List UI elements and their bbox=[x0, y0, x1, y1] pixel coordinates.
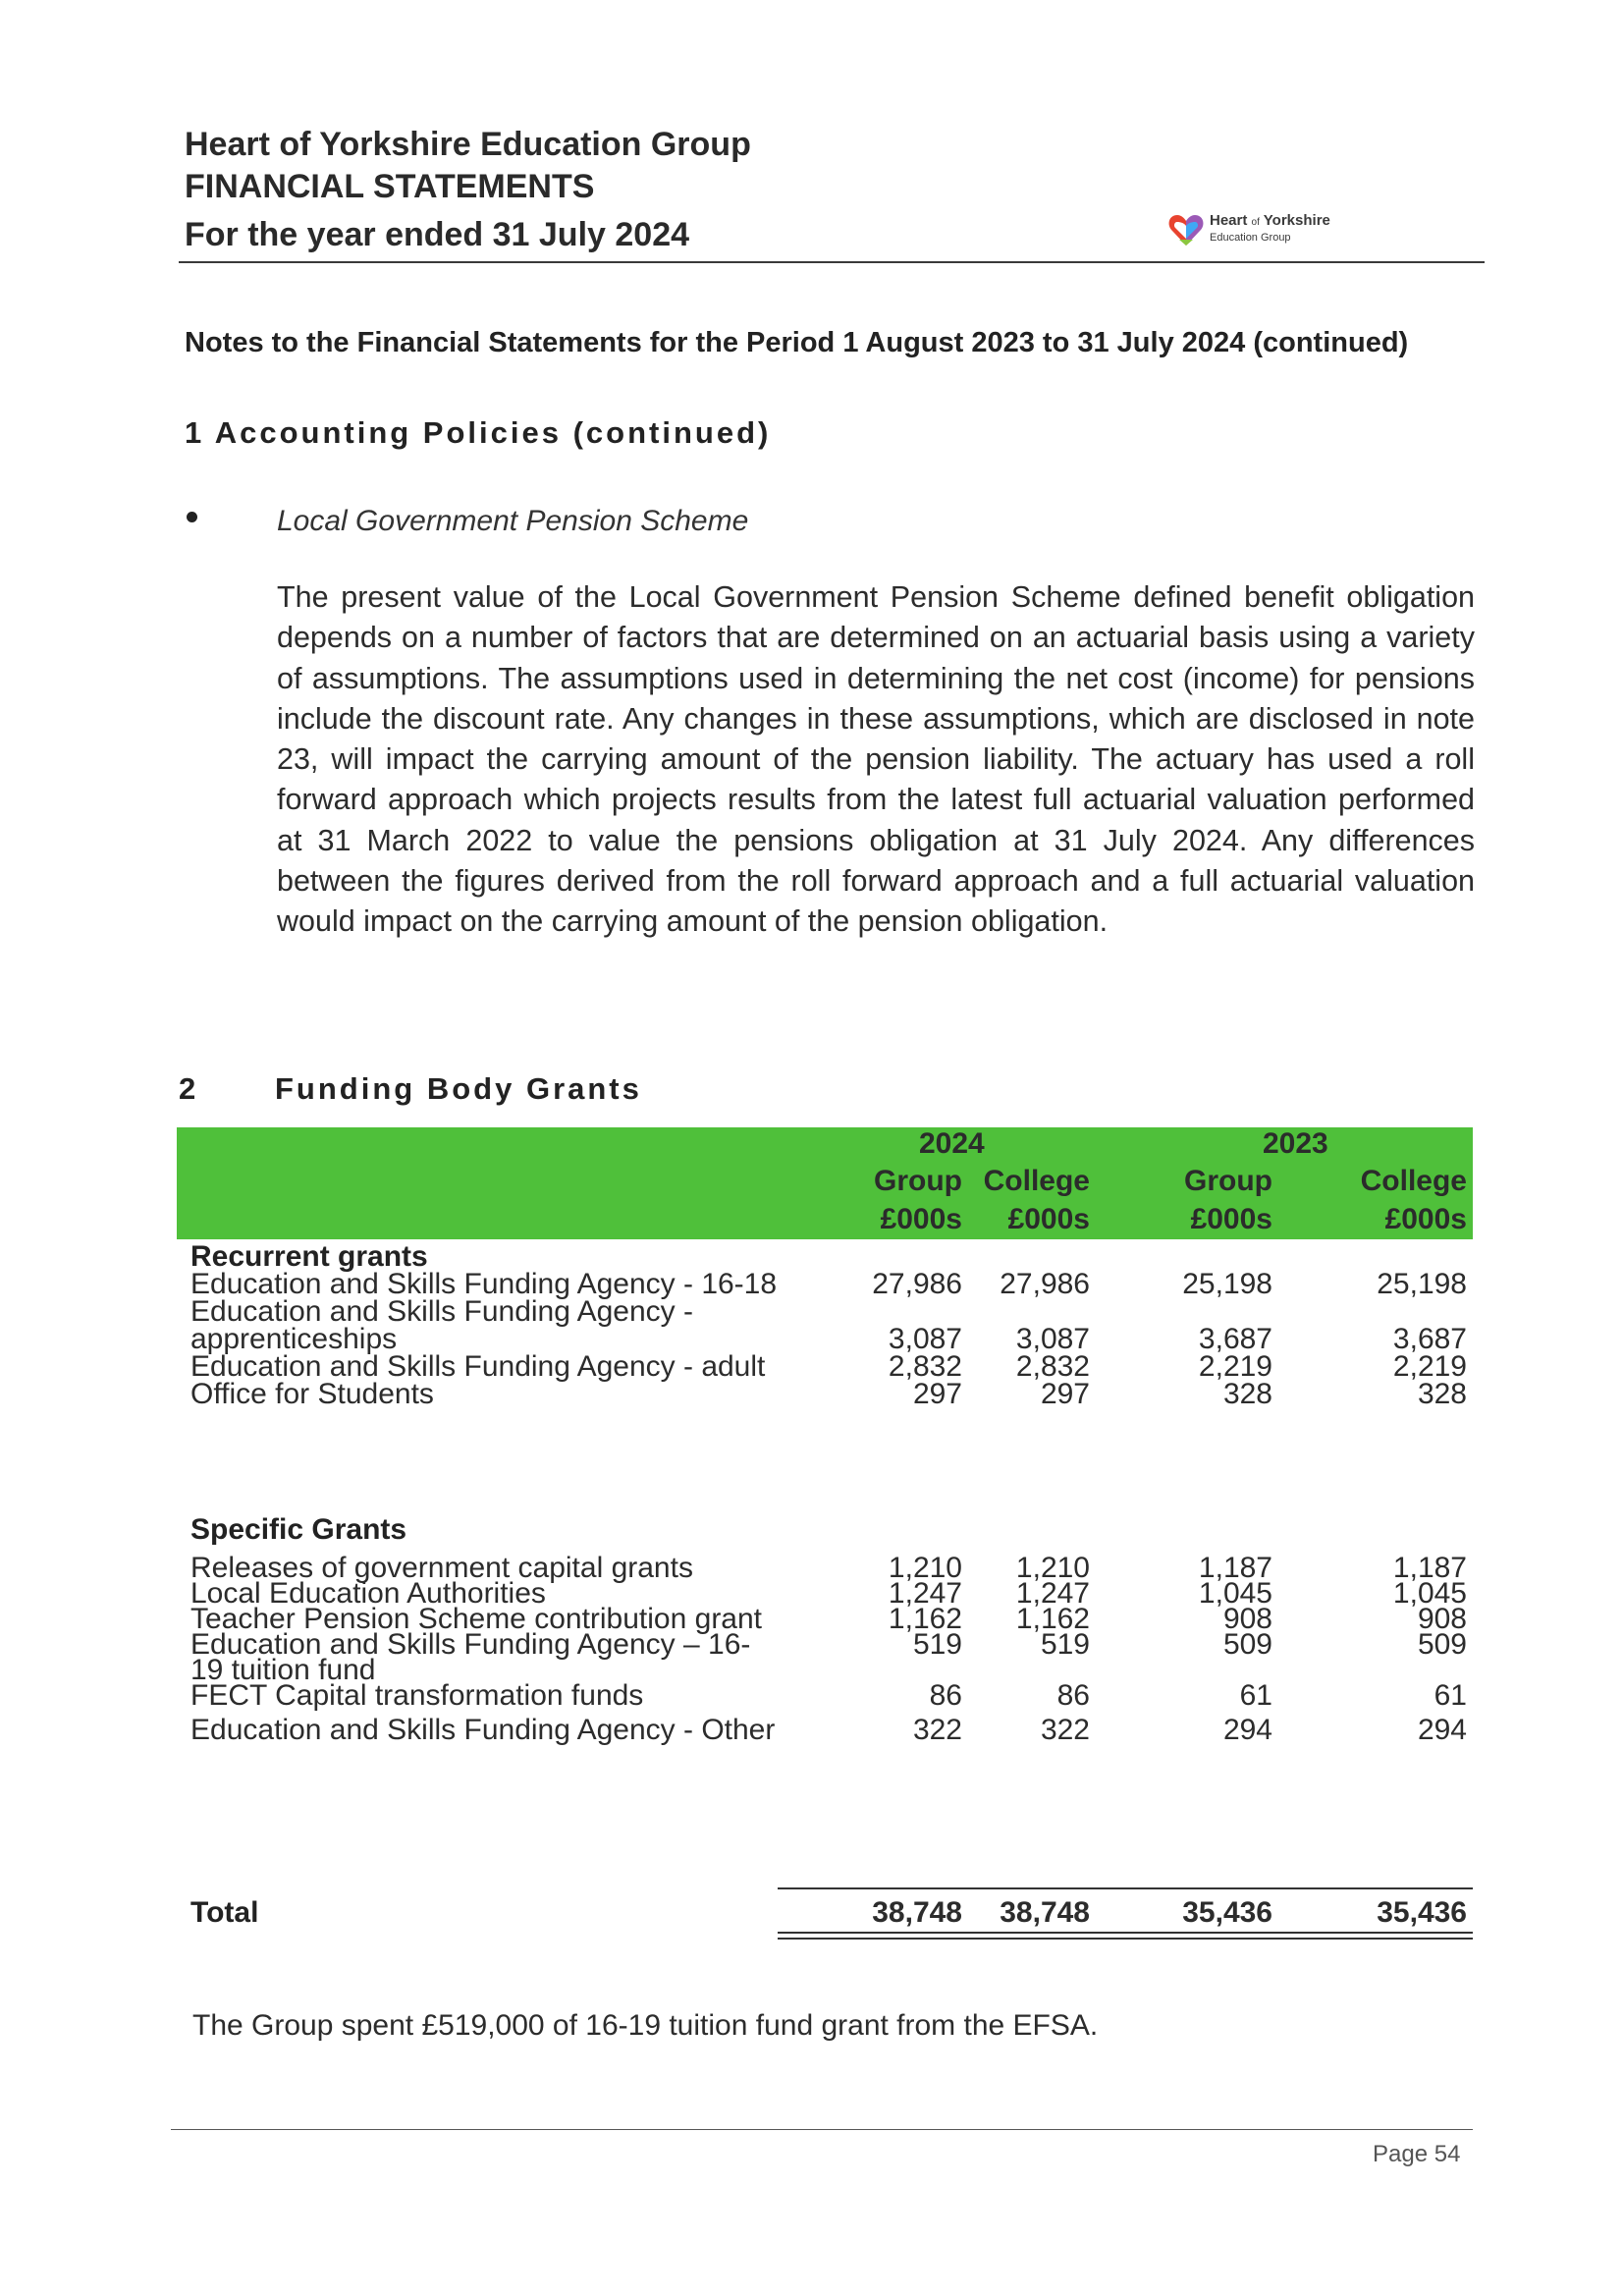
header-doc-title: FINANCIAL STATEMENTS bbox=[185, 168, 595, 205]
cell-group-2024: 519 bbox=[912, 1628, 962, 1661]
cell-college-2023: 2,219 bbox=[1392, 1350, 1467, 1383]
row-label-continued: 19 tuition fund bbox=[190, 1654, 376, 1686]
row-label: Education and Skills Funding Agency - adult bbox=[190, 1350, 766, 1383]
cell-college-2024: 27,986 bbox=[1000, 1268, 1090, 1300]
cell-group-2023: 3,687 bbox=[1198, 1323, 1272, 1355]
row-label: Education and Skills Funding Agency - 16-18 bbox=[190, 1268, 778, 1300]
total-group-2023: 35,436 bbox=[1182, 1896, 1272, 1929]
col-unit-college-2024: £000s bbox=[1007, 1203, 1090, 1235]
cell-group-2024: 297 bbox=[912, 1378, 962, 1410]
cell-group-2024: 1,210 bbox=[888, 1552, 962, 1584]
col-unit-group-2023: £000s bbox=[1190, 1203, 1272, 1235]
cell-college-2023: 328 bbox=[1417, 1378, 1467, 1410]
col-header-group-2023: Group bbox=[1184, 1165, 1272, 1197]
cell-group-2023: 328 bbox=[1222, 1378, 1272, 1410]
cell-group-2023: 1,045 bbox=[1198, 1577, 1272, 1610]
recurrent-grants-heading: Recurrent grants bbox=[190, 1240, 428, 1273]
cell-college-2024: 1,210 bbox=[1015, 1552, 1090, 1584]
logo-name: Heart of Yorkshire bbox=[1210, 212, 1330, 229]
cell-group-2023: 25,198 bbox=[1182, 1268, 1272, 1300]
total-bottom-rule-2 bbox=[778, 1938, 1473, 1940]
cell-group-2024: 1,247 bbox=[888, 1577, 962, 1610]
section-1-title: 1 Accounting Policies (continued) bbox=[185, 415, 772, 450]
row-label: Releases of government capital grants bbox=[190, 1552, 693, 1584]
section-2-number: 2 bbox=[179, 1071, 196, 1106]
logo-subtitle: Education Group bbox=[1210, 232, 1291, 244]
bullet-icon bbox=[187, 512, 197, 522]
cell-college-2024: 1,162 bbox=[1015, 1603, 1090, 1635]
cell-college-2023: 25,198 bbox=[1377, 1268, 1467, 1300]
total-top-rule bbox=[778, 1887, 1473, 1889]
cell-college-2024: 1,247 bbox=[1015, 1577, 1090, 1610]
row-label: Teacher Pension Scheme contribution grant bbox=[190, 1603, 763, 1635]
row-label: FECT Capital transformation funds bbox=[190, 1679, 644, 1712]
cell-college-2023: 908 bbox=[1417, 1603, 1467, 1635]
cell-college-2023: 3,687 bbox=[1392, 1323, 1467, 1355]
year-2024-header: 2024 bbox=[919, 1127, 985, 1160]
cell-group-2024: 3,087 bbox=[888, 1323, 962, 1355]
cell-college-2024: 297 bbox=[1040, 1378, 1090, 1410]
heart-logo-icon bbox=[1166, 210, 1206, 249]
row-label: Education and Skills Funding Agency - Other bbox=[190, 1714, 776, 1746]
header-rule bbox=[179, 261, 1485, 263]
notes-title: Notes to the Financial Statements for the Period 1 August 2023 to 31 July 2024 (continued) bbox=[185, 327, 1409, 358]
col-unit-college-2023: £000s bbox=[1384, 1203, 1467, 1235]
cell-college-2024: 2,832 bbox=[1015, 1350, 1090, 1383]
cell-group-2024: 1,162 bbox=[888, 1603, 962, 1635]
cell-group-2023: 294 bbox=[1222, 1714, 1272, 1746]
col-header-group-2024: Group bbox=[874, 1165, 962, 1197]
cell-college-2023: 509 bbox=[1417, 1628, 1467, 1661]
cell-group-2023: 908 bbox=[1222, 1603, 1272, 1635]
total-bottom-rule-1 bbox=[778, 1932, 1473, 1934]
cell-group-2023: 2,219 bbox=[1198, 1350, 1272, 1383]
row-label-continued: apprenticeships bbox=[190, 1323, 398, 1355]
total-group-2024: 38,748 bbox=[872, 1896, 962, 1929]
footer-rule bbox=[171, 2129, 1473, 2130]
cell-group-2024: 2,832 bbox=[888, 1350, 962, 1383]
header-period: For the year ended 31 July 2024 bbox=[185, 216, 690, 253]
total-label: Total bbox=[190, 1896, 259, 1929]
pension-paragraph: The present value of the Local Government Pension Scheme defined benefit obligation depends on a number of factors that are determined on an actuarial basis using a variety of assumptions. The assumptions used in determining the net cost (income) for pensions include the discount rate. Any changes in these assumptions, which are disclosed in note 23, will impact the carrying amount of the pension liability. The actuary has used a roll forward approach which projects results from the latest full actuarial valuation performed at 31 March 2022 to value the pensions obligation at 31 July 2024. Any differences between the figures derived from the roll forward approach and a full actuarial valuation would impact on the carrying amount of the pension obligation. bbox=[277, 580, 1475, 939]
org-logo bbox=[1166, 210, 1382, 253]
col-header-college-2023: College bbox=[1360, 1165, 1467, 1197]
page-number: Page 54 bbox=[1373, 2141, 1461, 2167]
header-org: Heart of Yorkshire Education Group bbox=[185, 126, 751, 163]
cell-group-2023: 1,187 bbox=[1198, 1552, 1272, 1584]
row-label: Local Education Authorities bbox=[190, 1577, 546, 1610]
total-college-2024: 38,748 bbox=[1000, 1896, 1090, 1929]
year-2023-header: 2023 bbox=[1263, 1127, 1328, 1160]
cell-college-2023: 1,045 bbox=[1392, 1577, 1467, 1610]
cell-college-2023: 294 bbox=[1417, 1714, 1467, 1746]
col-header-college-2024: College bbox=[983, 1165, 1090, 1197]
cell-college-2023: 1,187 bbox=[1392, 1552, 1467, 1584]
pension-scheme-title: Local Government Pension Scheme bbox=[277, 505, 749, 537]
total-college-2023: 35,436 bbox=[1377, 1896, 1467, 1929]
footnote: The Group spent £519,000 of 16-19 tuition fund grant from the EFSA. bbox=[192, 2009, 1099, 2042]
row-label: Office for Students bbox=[190, 1378, 434, 1410]
section-2-title: Funding Body Grants bbox=[275, 1071, 642, 1106]
cell-group-2023: 509 bbox=[1222, 1628, 1272, 1661]
cell-group-2023: 61 bbox=[1239, 1679, 1272, 1712]
cell-group-2024: 27,986 bbox=[872, 1268, 962, 1300]
cell-group-2024: 322 bbox=[912, 1714, 962, 1746]
cell-college-2024: 86 bbox=[1056, 1679, 1090, 1712]
cell-college-2024: 322 bbox=[1040, 1714, 1090, 1746]
specific-grants-heading: Specific Grants bbox=[190, 1513, 407, 1546]
row-label: Education and Skills Funding Agency – 16- bbox=[190, 1628, 751, 1661]
row-label: Education and Skills Funding Agency - bbox=[190, 1295, 693, 1328]
col-unit-group-2024: £000s bbox=[880, 1203, 962, 1235]
cell-group-2024: 86 bbox=[929, 1679, 962, 1712]
cell-college-2024: 519 bbox=[1040, 1628, 1090, 1661]
cell-college-2023: 61 bbox=[1434, 1679, 1467, 1712]
cell-college-2024: 3,087 bbox=[1015, 1323, 1090, 1355]
